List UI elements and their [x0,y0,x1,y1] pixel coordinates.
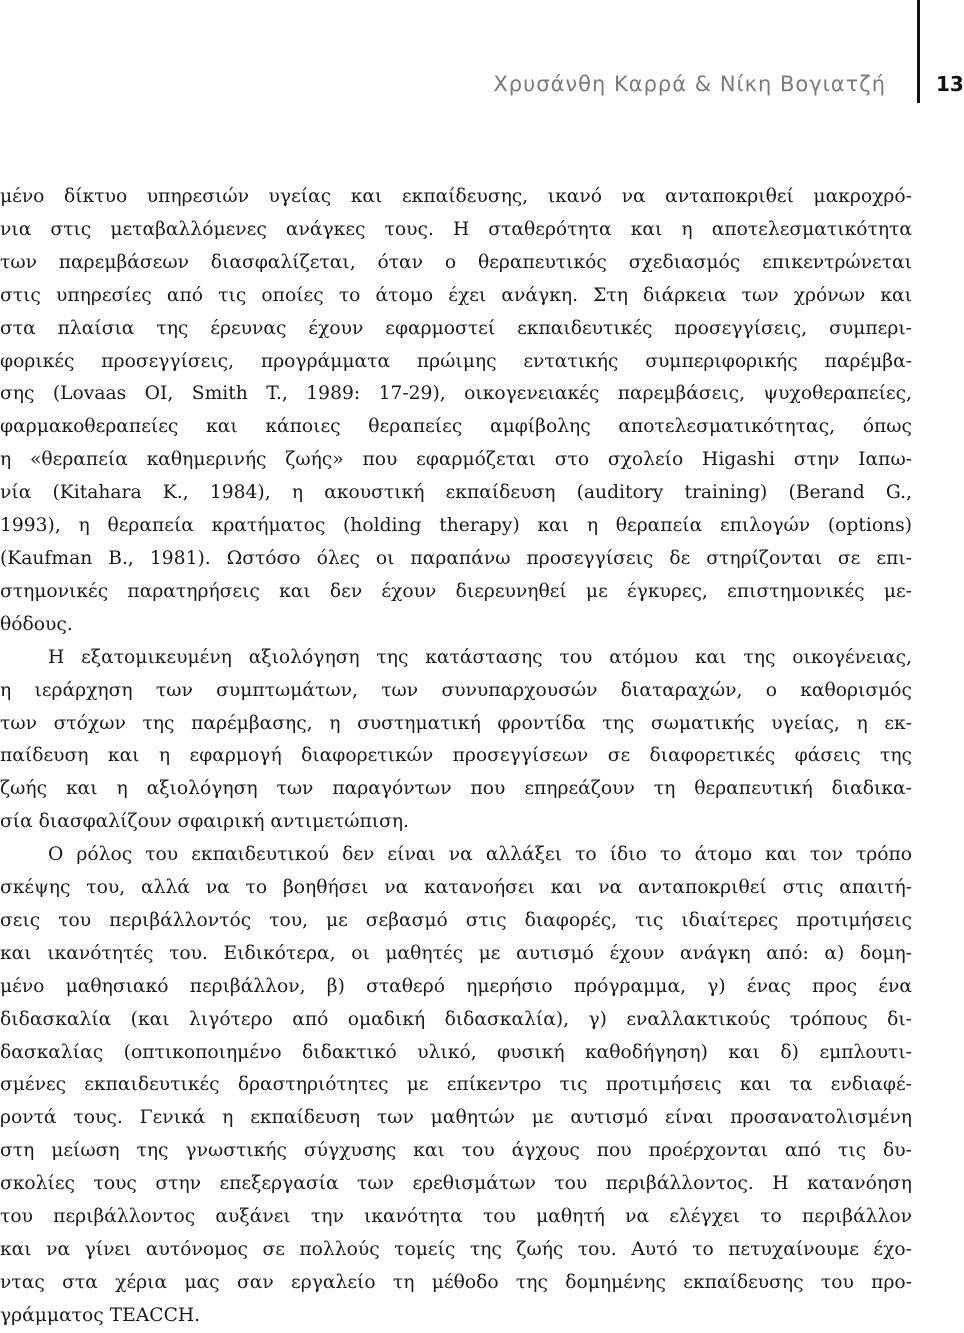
text-line: η «θεραπεία καθημερινής ζωής» που εφαρμόζεται στο σχολείο Higashi στην Ιαπω- [0,449,912,471]
text-line: ζωής και η αξιολόγηση των παραγόντων που επηρεάζουν τη θεραπευτική διαδικα- [0,778,912,800]
text-line: σμένες εκπαιδευτικές δραστηριότητες με επίκεντρο τις προτιμήσεις και τα ενδιαφέ- [0,1074,912,1096]
text-line: (Kaufman B., 1981). Ωστόσο όλες οι παραπάνω προσεγγίσεις δε στηρίζονται σε επι- [0,547,912,569]
text-line: σεις του περιβάλλοντός του, με σεβασμό στις διαφορές, τις ιδιαίτερες προτιμήσεις [0,909,912,931]
text-line: των στόχων της παρέμβασης, η συστηματική φροντίδα της σωματικής υγείας, η εκ- [0,712,912,734]
running-head: Χρυσάνθη Καρρά & Νίκη Βογιατζή [493,72,886,96]
text-line: των παρεμβάσεων διασφαλίζεται, όταν ο θεραπευτικός σχεδιασμός επικεντρώνεται [0,251,912,273]
text-line: και ικανότητές του. Ειδικότερα, οι μαθητές με αυτισμό έχουν ανάγκη από: α) δομη- [0,942,912,964]
text-line: η ιεράρχηση των συμπτωμάτων, των συνυπαρχουσών διαταραχών, ο καθορισμός [0,679,912,701]
text-line: του περιβάλλοντος αυξάνει την ικανότητα του μαθητή να ελέγχει το περιβάλλον [0,1206,912,1228]
text-line: σκέψης του, αλλά να το βοηθήσει να κατανοήσει και να ανταποκριθεί στις απαιτή- [0,877,912,899]
text-line: δασκαλίας (οπτικοποιημένο διδακτικό υλικό, φυσική καθοδήγηση) και δ) εμπλουτι- [0,1041,912,1063]
text-line: 1993), η θεραπεία κρατήματος (holding therapy) και η θεραπεία επιλογών (options) [0,515,912,537]
text-line: μένο μαθησιακό περιβάλλον, β) σταθερό ημερήσιο πρόγραμμα, γ) ένας προς ένα [0,975,912,997]
text-line: φαρμακοθεραπείες και κάποιες θεραπείες αμφίβολης αποτελεσματικότητας, όπως [0,416,912,438]
text-line: γράμματος TEACCH. [0,1304,201,1326]
text-line: θόδους. [0,613,73,635]
paragraph-3 [0,839,912,1333]
text-line: στις υπηρεσίες από τις οποίες το άτομο έχει ανάγκη. Στη διάρκεια των χρόνων και [0,284,912,306]
text-line: στα πλαίσια της έρευνας έχουν εφαρμοστεί εκπαιδευτικές προσεγγίσεις, συμπερι- [0,317,912,339]
paragraph-2 [0,642,912,839]
text-line: νία (Kitahara K., 1984), η ακουστική εκπαίδευση (auditory training) (Berand G., [0,482,912,504]
text-line: σία διασφαλίζουν σφαιρική αντιμετώπιση. [0,811,409,833]
text-line: και να γίνει αυτόνομος σε πολλούς τομείς της ζωής του. Αυτό το πετυχαίνουμε έχο- [0,1239,912,1260]
text-line: νια στις μεταβαλλόμενες ανάγκες τους. Η σταθερότητα και η αποτελεσματικότητα [0,218,912,240]
text-line: παίδευση και η εφαρμογή διαφορετικών προσεγγίσεων σε διαφορετικές φάσεις της [0,745,912,767]
page-number: 13 [936,72,964,96]
text-line: στη μείωση της γνωστικής σύγχυσης και του άγχους που προέρχονται από τις δυ- [0,1140,912,1162]
body-text [0,181,912,1333]
header-rule [917,0,920,103]
paragraph-1 [0,181,912,642]
text-line: σκολίες τους στην επεξεργασία των ερεθισμάτων του περιβάλλοντος. Η κατανόηση [0,1173,912,1195]
text-line: Ο ρόλος του εκπαιδευτικού δεν είναι να αλλάξει το ίδιο το άτομο και τον τρόπο [48,844,912,866]
text-line: ντας στα χέρια μας σαν εργαλείο τη μέθοδο της δομημένης εκπαίδευσης του προ- [0,1271,912,1293]
text-line: διδασκαλία (και λιγότερο από ομαδική διδασκαλία), γ) εναλλακτικούς τρόπους δι- [0,1008,912,1030]
text-line: μένο δίκτυο υπηρεσιών υγείας και εκπαίδευσης, ικανό να ανταποκριθεί μακροχρό- [0,186,912,207]
text-line: φορικές προσεγγίσεις, προγράμματα πρώιμης εντατικής συμπεριφορικής παρέμβα- [0,350,912,372]
text-line: σης (Lovaas OI, Smith T., 1989: 17-29), οικογενειακές παρεμβάσεις, ψυχοθεραπείες, [0,383,912,405]
text-line: Η εξατομικευμένη αξιολόγηση της κατάστασης του ατόμου και της οικογένειας, [48,646,912,668]
text-line: στημονικές παρατηρήσεις και δεν έχουν διερευνηθεί με έγκυρες, επιστημονικές με- [0,580,912,602]
text-line: ροντά τους. Γενικά η εκπαίδευση των μαθητών με αυτισμό είναι προσανατολισμένη [0,1107,912,1129]
